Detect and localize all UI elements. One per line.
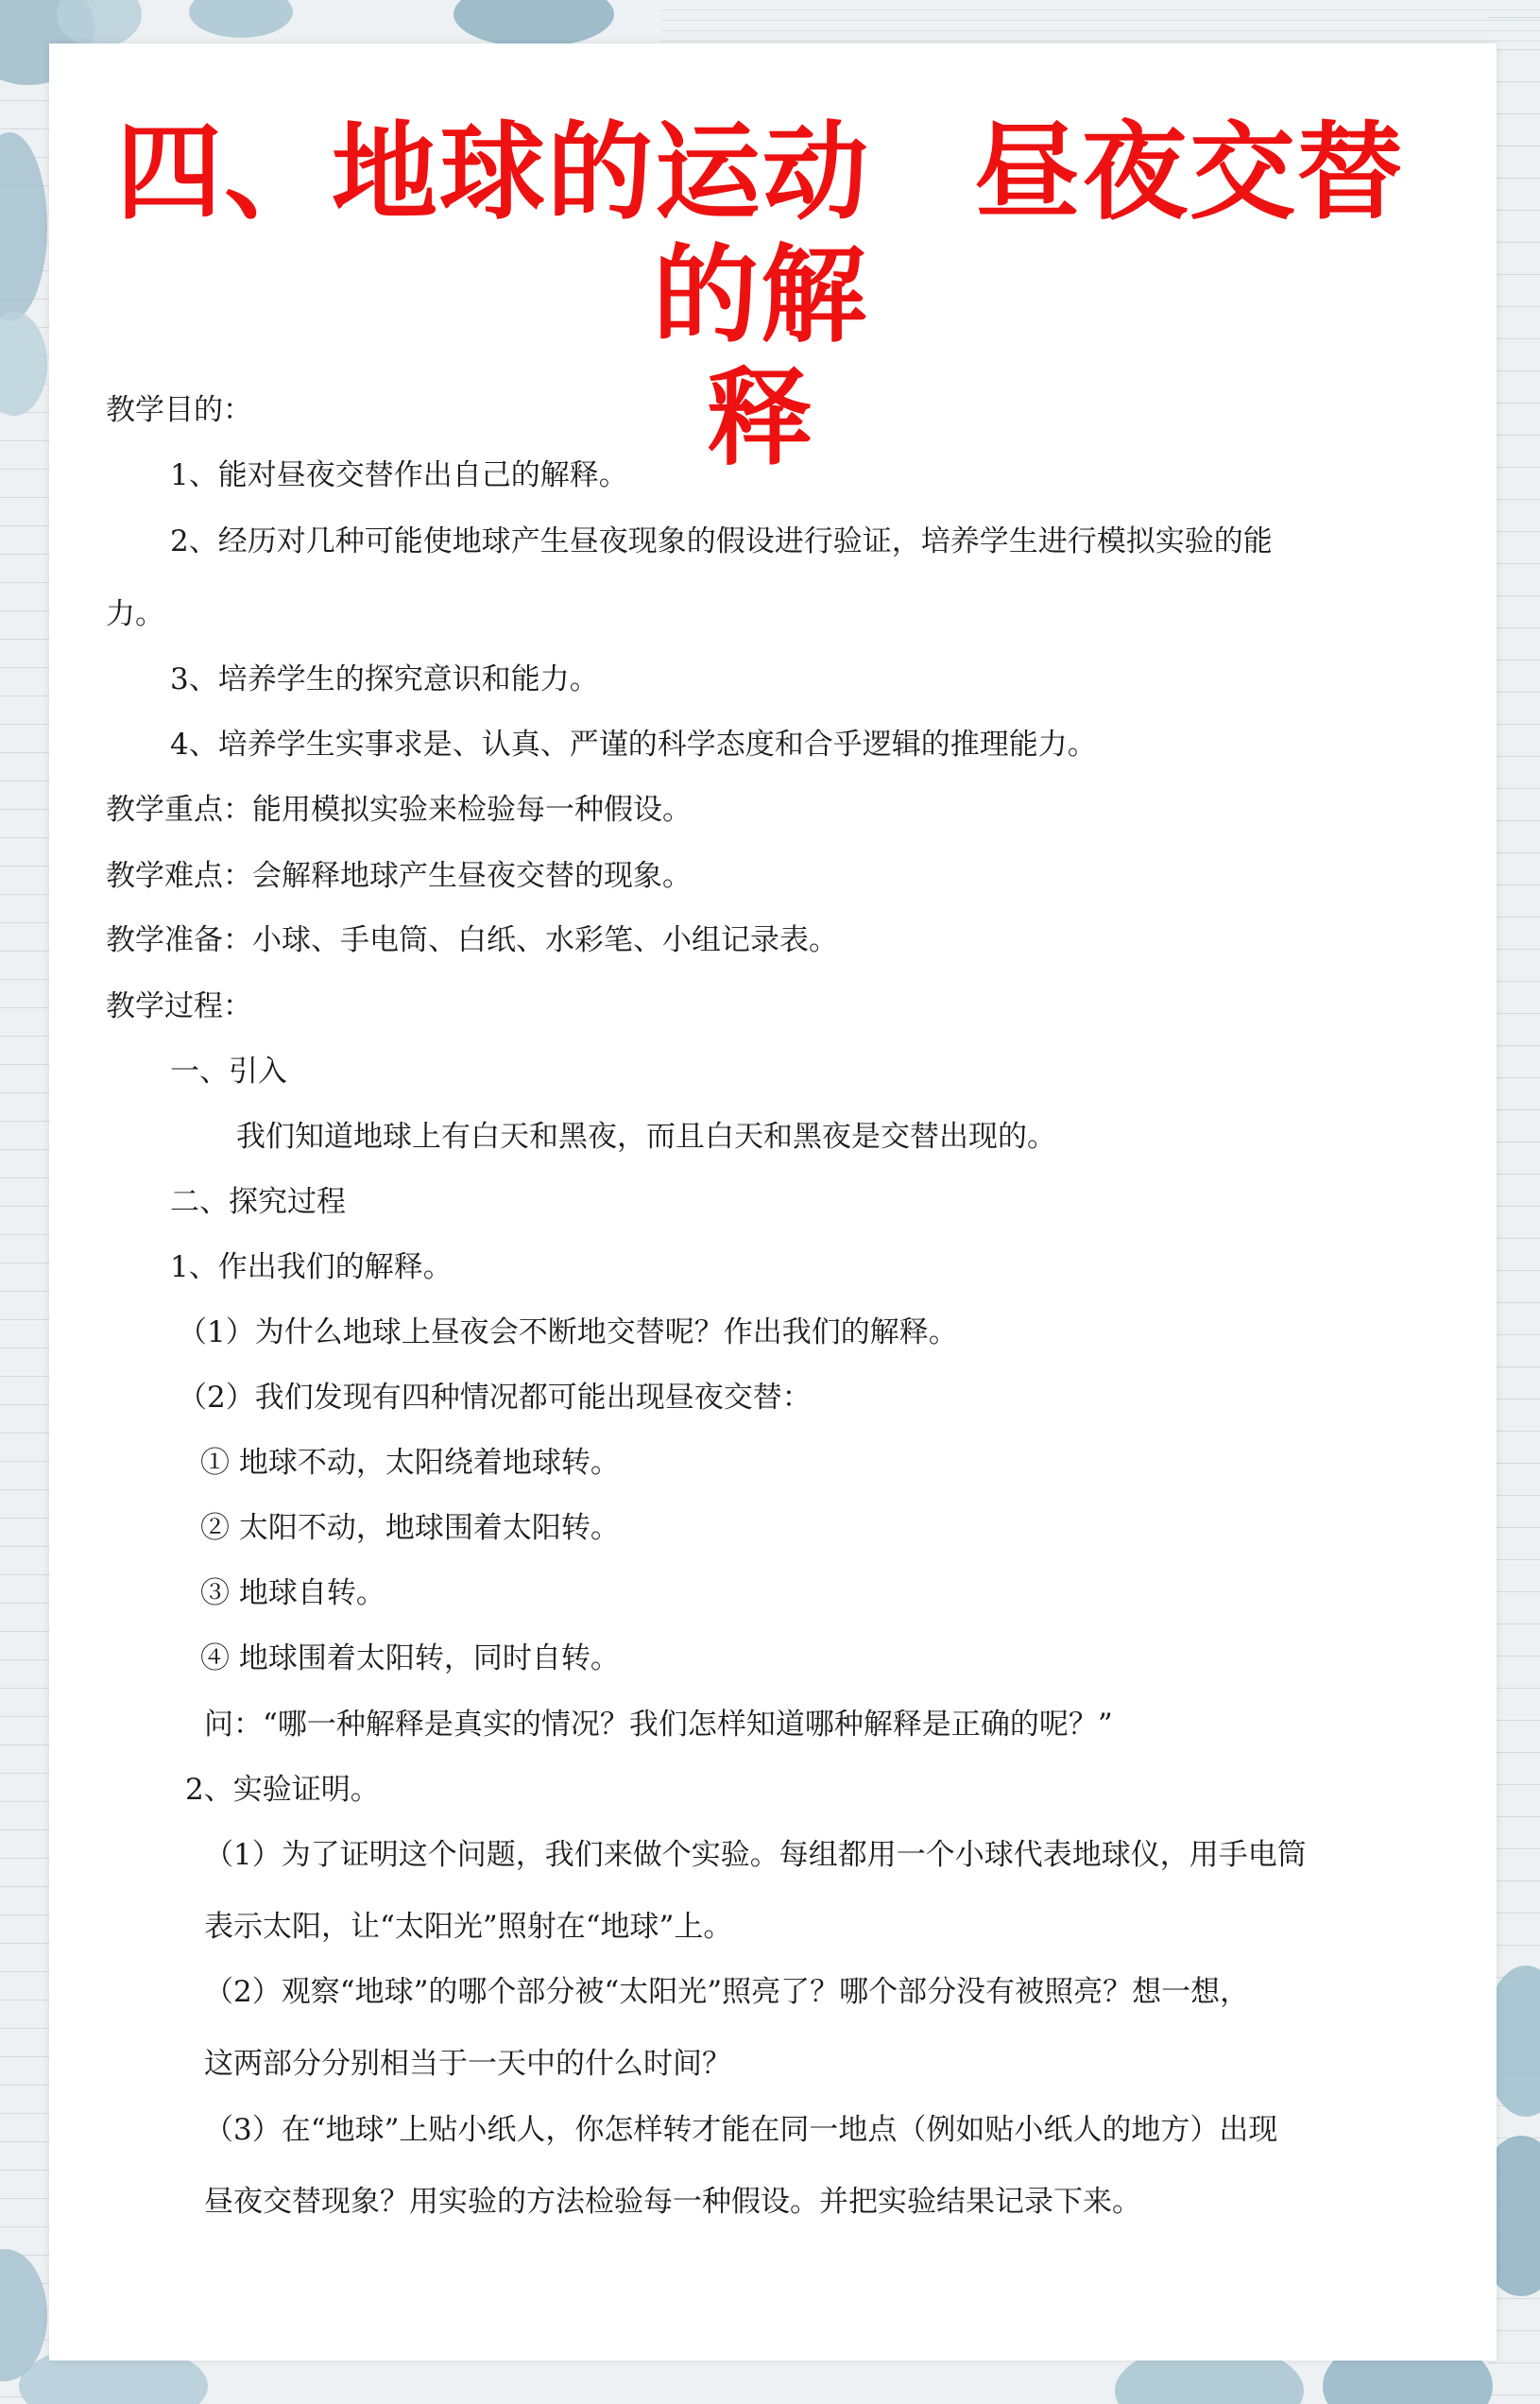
step-1-heading: 1、作出我们的解释。: [170, 1250, 453, 1284]
experiment-3: （3）在“地球”上贴小纸人，你怎样转才能在同一地点（例如贴小纸人的地方）出现: [204, 2113, 1278, 2147]
objectives-heading: 教学目的：: [106, 393, 252, 427]
step-2-heading: 2、实验证明。: [185, 1773, 380, 1807]
experiment-3-continued: 昼夜交替现象？用实验的方法检验每一种假设。并把实验结果记录下来。: [204, 2185, 1141, 2219]
objective-2-continued: 力。: [106, 597, 164, 631]
experiment-1-continued: 表示太阳，让“太阳光”照射在“地球”上。: [204, 1910, 733, 1944]
step-1-question-2: （2）我们发现有四种情况都可能出现昼夜交替：: [178, 1381, 812, 1415]
section-2-heading: 二、探究过程: [170, 1185, 346, 1219]
objective-4: 4、培养学生实事求是、认真、严谨的科学态度和合乎逻辑的推理能力。: [170, 728, 1097, 762]
section-1-text: 我们知道地球上有白天和黑夜，而且白天和黑夜是交替出现的。: [236, 1120, 1056, 1154]
step-1-question-1: （1）为什么地球上昼夜会不断地交替呢？作出我们的解释。: [178, 1315, 958, 1349]
experiment-2: （2）观察“地球”的哪个部分被“太阳光”照亮了？哪个部分没有被照亮？想一想，: [204, 1975, 1250, 2009]
experiment-1: （1）为了证明这个问题，我们来做个实验。每组都用一个小球代表地球仪，用手电筒: [204, 1838, 1307, 1872]
case-3: ③ 地球自转。: [200, 1576, 385, 1610]
preparation: 教学准备：小球、手电筒、白纸、水彩笔、小组记录表。: [106, 923, 838, 957]
case-1: ① 地球不动，太阳绕着地球转。: [200, 1446, 620, 1480]
experiment-2-continued: 这两部分分别相当于一天中的什么时间？: [204, 2047, 731, 2081]
difficulty: 教学难点：会解释地球产生昼夜交替的现象。: [106, 859, 692, 893]
title-part-2: 昼夜交替的解: [653, 111, 1405, 357]
top-lined-paper-decoration: [661, 0, 1540, 47]
case-2: ② 太阳不动，地球围着太阳转。: [200, 1511, 620, 1545]
objective-1: 1、能对昼夜交替作出自己的解释。: [170, 458, 628, 492]
key-point: 教学重点：能用模拟实验来检验每一种假设。: [106, 793, 692, 827]
title-part-1: 四、地球的运动: [116, 111, 870, 234]
case-4: ④ 地球围着太阳转，同时自转。: [200, 1641, 620, 1675]
section-1-heading: 一、引入: [170, 1055, 287, 1089]
page-title: [66, 112, 1455, 480]
question-line: 问：“哪一种解释是真实的情况？我们怎样知道哪种解释是正确的呢？”: [204, 1708, 1113, 1742]
watercolor-blob: [453, 0, 614, 47]
watercolor-blob: [189, 0, 293, 38]
objective-2: 2、经历对几种可能使地球产生昼夜现象的假设进行验证，培养学生进行模拟实验的能: [170, 524, 1273, 558]
objective-3: 3、培养学生的探究意识和能力。: [170, 662, 599, 696]
title-part-3: 释: [707, 356, 814, 480]
process-heading: 教学过程：: [106, 989, 252, 1023]
